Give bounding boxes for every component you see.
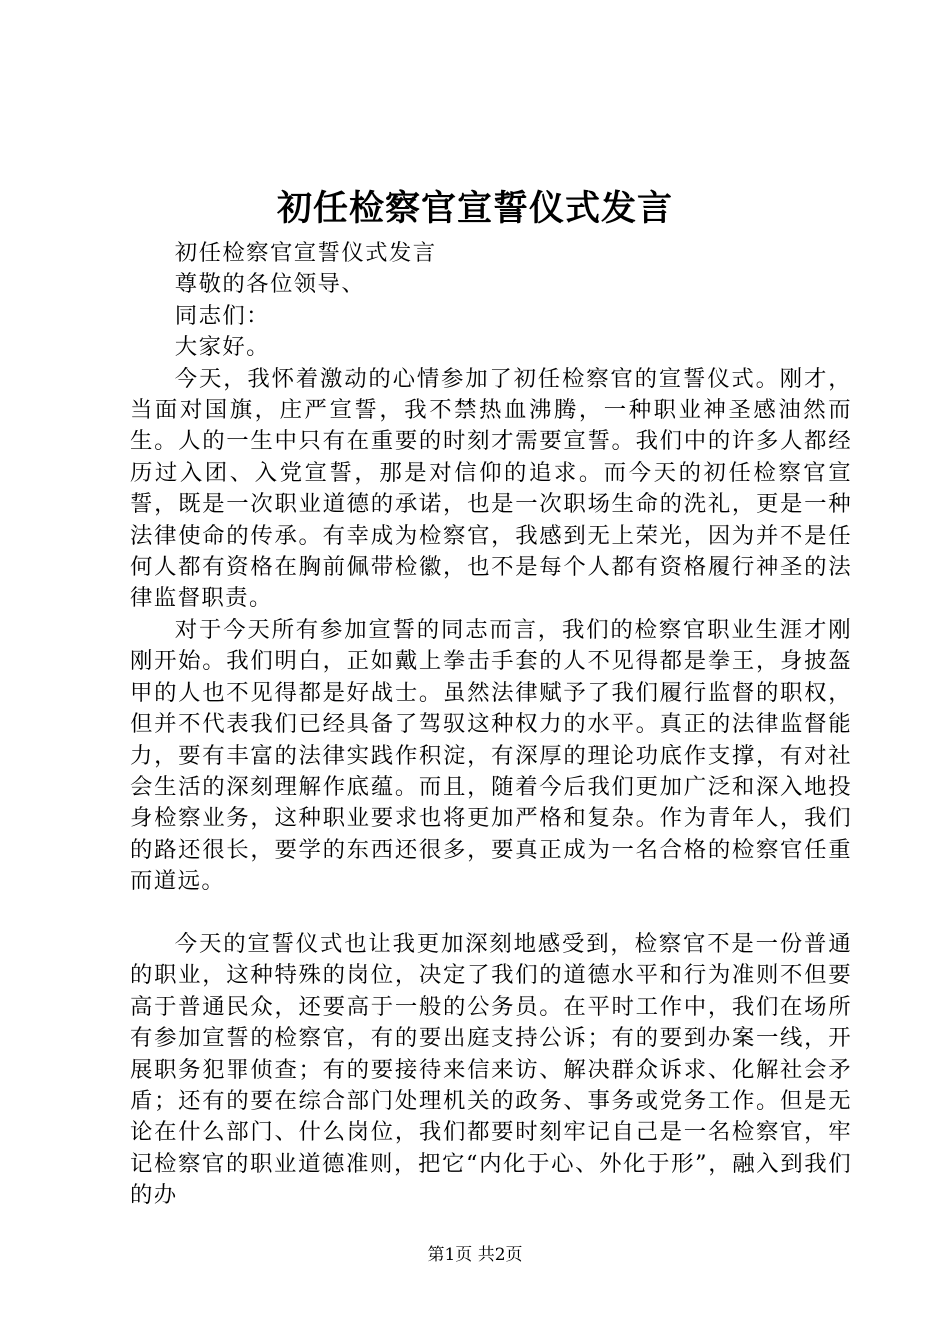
document-title: 初任检察官宣誓仪式发言 [276,188,673,229]
page-indicator: 第1页 共2页 [427,1245,523,1265]
paragraph-body: 今天，我怀着激动的心情参加了初任检察官的宣誓仪式。刚才，当面对国旗，庄严宣誓，我不禁热血沸腾，一种职业神圣感油然而生。人的一生中只有在重要的时刻才需要宣誓。我们中的许多人都经历过入团、入党宣誓，那是对信仰的追求。而今天的初任检察官宣誓，既是一次职业道德的承诺，也是一次职场生命的洗礼，更是一种法律使命的传承。有幸成为检察官，我感到无上荣光，因为并不是任何人都有资格在胸前佩带检徽，也不是每个人都有资格履行神圣的法律监督职责。 [130,365,852,612]
paragraph-greeting: 大家好。 [174,334,270,361]
paragraph-body: 今天的宣誓仪式也让我更加深刻地感受到，检察官不是一份普通的职业，这种特殊的岗位，决定了我们的道德水平和行为准则不但要高于普通民众，还要高于一般的公务员。在平时工作中，我们在场所有参加宣誓的检察官，有的要出庭支持公诉；有的要到办案一线，开展职务犯罪侦查；有的要接待来信来访、解决群众诉求、化解社会矛盾；还有的要在综合部门处理机关的政务、事务或党务工作。但是无论在什么部门、什么岗位，我们都要时刻牢记自己是一名检察官，牢记检察官的职业道德准则，把它“内化于心、外化于形”，融入到我们的办 [130,930,852,1209]
paragraph-salutation: 尊敬的各位领导、 [174,271,366,298]
document-body [130,238,852,1212]
paragraph-body: 对于今天所有参加宣誓的同志而言，我们的检察官职业生涯才刚刚开始。我们明白，正如戴上拳击手套的人不见得都是拳王，身披盔甲的人也不见得都是好战士。虽然法律赋予了我们履行监督的职权，但并不代表我们已经具备了驾驭这种权力的水平。真正的法律监督能力，要有丰富的法律实践作积淀，有深厚的理论功底作支撑，有对社会生活的深刻理解作底蕴。而且，随着今后我们更加广泛和深入地投身检察业务，这种职业要求也将更加严格和复杂。作为青年人，我们的路还很长，要学的东西还很多，要真正成为一名合格的检察官任重而道远。 [130,616,852,895]
paragraph-heading: 初任检察官宣誓仪式发言 [174,240,437,266]
paragraph-salutation-2: 同志们： [174,302,270,329]
page-footer [0,1244,950,1266]
